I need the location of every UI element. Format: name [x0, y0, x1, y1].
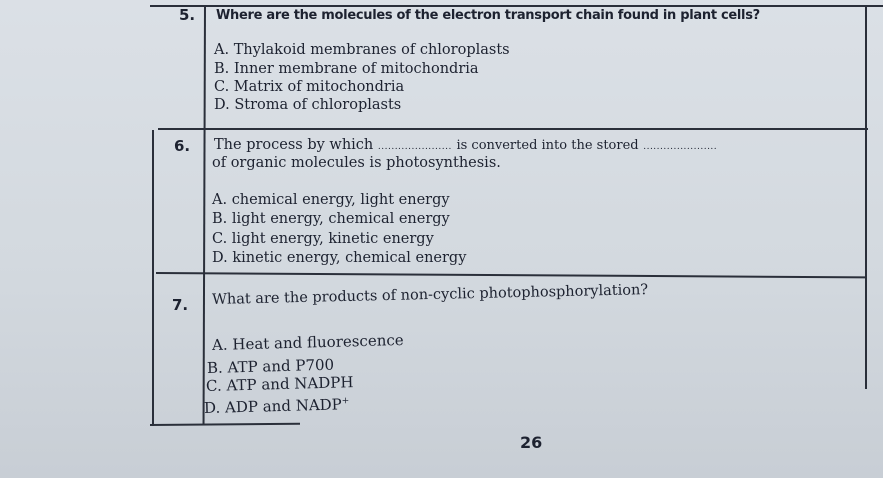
question-6-text-part2: is converted into the stored	[456, 138, 639, 153]
question-7-option-c: C. ATP and NADPH	[205, 373, 354, 395]
question-6-option-d: D. kinetic energy, chemical energy	[212, 250, 467, 266]
question-6-option-b: B. light energy, chemical energy	[212, 211, 450, 227]
question-7-option-d-text: D. ADP and NADP	[203, 395, 343, 417]
table-left-border	[152, 130, 154, 426]
question-6-option-a: A. chemical energy, light energy	[212, 192, 450, 208]
question-7-number: 7.	[172, 296, 189, 314]
question-7-option-d	[204, 395, 350, 417]
question-6-blank-2: ......................	[643, 142, 718, 152]
question-7-text: What are the products of non-cyclic photophosphorylation?	[211, 282, 649, 308]
question-7-option-a: A. Heat and fluorescence	[211, 330, 404, 354]
table-top-border	[150, 5, 883, 7]
table-bottom-border	[150, 423, 300, 426]
question-5-option-d: D. Stroma of chloroplasts	[214, 97, 402, 113]
page-number: 26	[520, 433, 543, 452]
question-5-text: Where are the molecules of the electron transport chain found in plant cells?	[216, 8, 760, 23]
question-6-text-line1	[214, 137, 717, 153]
question-5-number: 5.	[179, 6, 196, 24]
question-5-option-a: A. Thylakoid membranes of chloroplasts	[214, 42, 510, 58]
question-6-number: 6.	[174, 137, 191, 155]
question-6-blank-1: ......................	[377, 142, 452, 152]
question-6-option-c: C. light energy, kinetic energy	[212, 231, 434, 247]
question-6-text-part1: The process by which	[214, 137, 374, 153]
question-7-option-d-superscript: +	[341, 396, 350, 407]
question-5-option-c: C. Matrix of mitochondria	[214, 79, 405, 95]
question-6-text-line2: of organic molecules is photosynthesis.	[212, 155, 501, 171]
number-column-divider	[203, 5, 206, 425]
table-right-border	[865, 5, 867, 389]
question-7-option-b: B. ATP and P700	[206, 355, 335, 377]
question-5-option-b: B. Inner membrane of mitochondria	[214, 61, 479, 77]
row-divider-6-7	[156, 272, 866, 278]
row-divider-5-6	[158, 128, 868, 130]
